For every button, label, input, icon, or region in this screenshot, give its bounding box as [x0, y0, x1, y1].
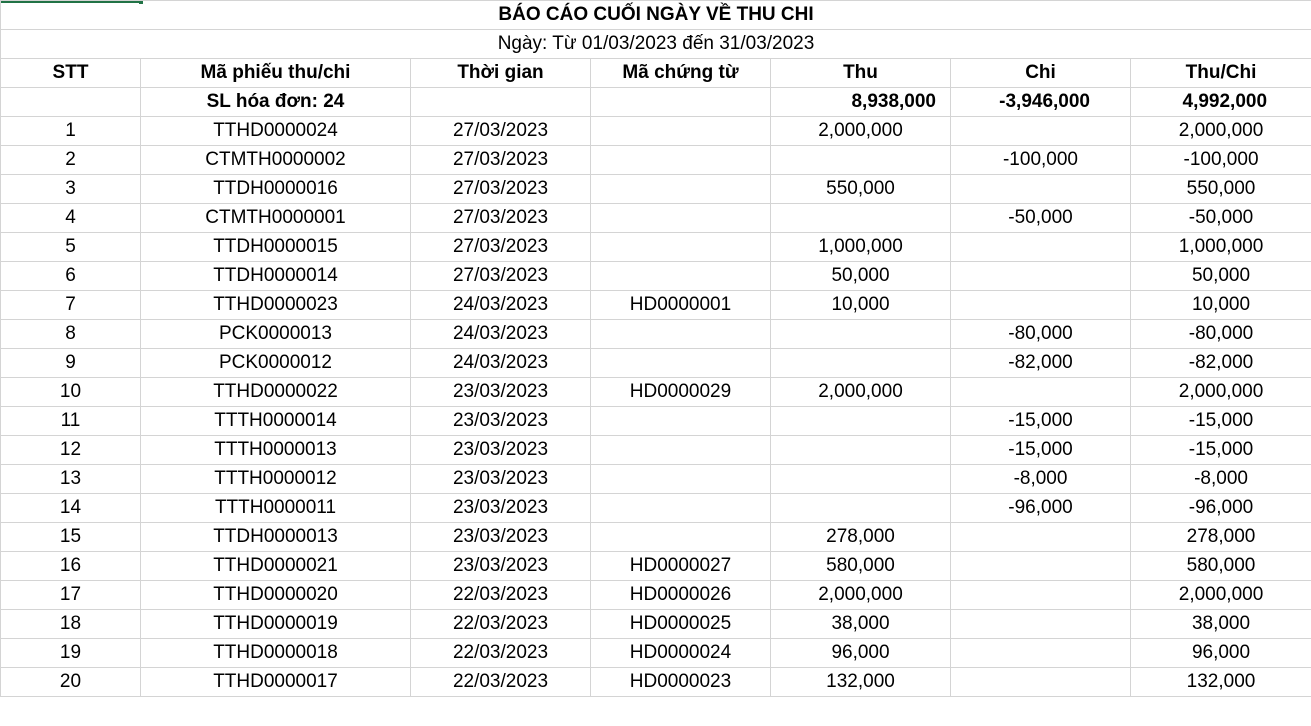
table-row — [1, 117, 1311, 146]
cell-thu-chi[interactable]: 96,000 — [1131, 639, 1311, 668]
table-row — [1, 204, 1311, 233]
cell-ma-phieu[interactable]: PCK0000013 — [141, 320, 411, 349]
cell-ma-chung-tu[interactable]: HD0000027 — [591, 552, 771, 581]
cell-thoi-gian[interactable]: 23/03/2023 — [411, 407, 591, 436]
table-row — [1, 175, 1311, 204]
cell-ma-phieu[interactable]: TTDH0000015 — [141, 233, 411, 262]
cell-ma-phieu[interactable]: PCK0000012 — [141, 349, 411, 378]
cell-thoi-gian[interactable]: 22/03/2023 — [411, 668, 591, 697]
cell-ma-phieu[interactable]: CTMTH0000002 — [141, 146, 411, 175]
table-row — [1, 407, 1311, 436]
cell-chi[interactable] — [951, 610, 1131, 639]
cell-chi[interactable]: -50,000 — [951, 204, 1131, 233]
cell-thu-chi[interactable]: -80,000 — [1131, 320, 1311, 349]
cell-ma-chung-tu[interactable] — [591, 262, 771, 291]
cell-thoi-gian[interactable]: 27/03/2023 — [411, 117, 591, 146]
cell-thoi-gian[interactable]: 22/03/2023 — [411, 610, 591, 639]
cell-stt[interactable]: 9 — [1, 349, 141, 378]
table-row — [1, 465, 1311, 494]
table-row — [1, 436, 1311, 465]
cell-thu[interactable] — [771, 436, 951, 465]
cell-chi[interactable] — [951, 378, 1131, 407]
cell-ma-chung-tu[interactable] — [591, 146, 771, 175]
cell-stt[interactable]: 19 — [1, 639, 141, 668]
cell-thu[interactable]: 38,000 — [771, 610, 951, 639]
cell-thoi-gian[interactable]: 27/03/2023 — [411, 204, 591, 233]
cell-thu[interactable]: 278,000 — [771, 523, 951, 552]
cell-ma-phieu[interactable]: TTHD0000018 — [141, 639, 411, 668]
cell-thu-chi[interactable]: 550,000 — [1131, 175, 1311, 204]
table-row — [1, 378, 1311, 407]
table-row — [1, 668, 1311, 697]
table-row — [1, 610, 1311, 639]
cell-thu-chi[interactable]: 2,000,000 — [1131, 117, 1311, 146]
table-row — [1, 552, 1311, 581]
cell-ma-chung-tu[interactable]: HD0000001 — [591, 291, 771, 320]
cell-ma-phieu[interactable]: TTTH0000012 — [141, 465, 411, 494]
cell-ma-phieu[interactable]: TTDH0000014 — [141, 262, 411, 291]
cell-ma-chung-tu[interactable] — [591, 233, 771, 262]
cell-thu[interactable]: 550,000 — [771, 175, 951, 204]
cell-thoi-gian[interactable]: 27/03/2023 — [411, 175, 591, 204]
cell-stt[interactable]: 14 — [1, 494, 141, 523]
cell-thu[interactable] — [771, 349, 951, 378]
cell-thu-chi[interactable]: 1,000,000 — [1131, 233, 1311, 262]
cell-chi[interactable]: -96,000 — [951, 494, 1131, 523]
cell-thu-chi[interactable]: 132,000 — [1131, 668, 1311, 697]
header-ma-chung-tu[interactable]: Mã chứng từ — [591, 59, 771, 88]
cell-ma-chung-tu[interactable] — [591, 523, 771, 552]
cell-stt[interactable]: 2 — [1, 146, 141, 175]
cell-chi[interactable] — [951, 581, 1131, 610]
cell-thu[interactable] — [771, 494, 951, 523]
cell-chi[interactable] — [951, 262, 1131, 291]
cell-ma-phieu[interactable]: TTHD0000021 — [141, 552, 411, 581]
cell-thu-chi[interactable]: 278,000 — [1131, 523, 1311, 552]
summary-thu[interactable]: 8,938,000 — [771, 88, 951, 117]
cell-stt[interactable]: 16 — [1, 552, 141, 581]
cell-thu[interactable] — [771, 204, 951, 233]
cell-stt[interactable]: 5 — [1, 233, 141, 262]
cell-thu[interactable] — [771, 146, 951, 175]
cell-ma-chung-tu[interactable] — [591, 349, 771, 378]
cell-thu[interactable]: 96,000 — [771, 639, 951, 668]
cell-ma-chung-tu[interactable] — [591, 175, 771, 204]
header-row — [1, 59, 1311, 88]
cell-thu-chi[interactable]: -100,000 — [1131, 146, 1311, 175]
table-row — [1, 262, 1311, 291]
cell-thoi-gian[interactable]: 23/03/2023 — [411, 378, 591, 407]
cell-thoi-gian[interactable]: 27/03/2023 — [411, 233, 591, 262]
table-row — [1, 349, 1311, 378]
cell-chi[interactable] — [951, 523, 1131, 552]
cell-ma-chung-tu[interactable] — [591, 117, 771, 146]
cell-stt[interactable]: 8 — [1, 320, 141, 349]
cell-chi[interactable]: -82,000 — [951, 349, 1131, 378]
cell-ma-chung-tu[interactable] — [591, 204, 771, 233]
cell-thu-chi[interactable]: -8,000 — [1131, 465, 1311, 494]
cell-ma-chung-tu[interactable] — [591, 320, 771, 349]
cell-ma-phieu[interactable]: TTTH0000011 — [141, 494, 411, 523]
cell-ma-phieu[interactable]: TTDH0000016 — [141, 175, 411, 204]
cell-chi[interactable]: -15,000 — [951, 407, 1131, 436]
cell-stt[interactable]: 15 — [1, 523, 141, 552]
cell-thu[interactable]: 2,000,000 — [771, 117, 951, 146]
cell-thu-chi[interactable]: 2,000,000 — [1131, 378, 1311, 407]
cell-thu[interactable]: 1,000,000 — [771, 233, 951, 262]
cell-stt[interactable]: 12 — [1, 436, 141, 465]
cell-thoi-gian[interactable]: 27/03/2023 — [411, 262, 591, 291]
cell-ma-phieu[interactable]: TTHD0000019 — [141, 610, 411, 639]
cell-thu-chi[interactable]: -50,000 — [1131, 204, 1311, 233]
header-thoi-gian[interactable]: Thời gian — [411, 59, 591, 88]
cell-chi[interactable]: -80,000 — [951, 320, 1131, 349]
summary-invoice-count[interactable]: SL hóa đơn: 24 — [141, 88, 411, 117]
cell-chi[interactable] — [951, 552, 1131, 581]
cell-thu-chi[interactable]: 580,000 — [1131, 552, 1311, 581]
table-row — [1, 494, 1311, 523]
cell-stt[interactable]: 1 — [1, 117, 141, 146]
header-chi[interactable]: Chi — [951, 59, 1131, 88]
table-row — [1, 639, 1311, 668]
cell-stt[interactable]: 6 — [1, 262, 141, 291]
header-thu[interactable]: Thu — [771, 59, 951, 88]
cell-ma-chung-tu[interactable] — [591, 465, 771, 494]
cell-ma-chung-tu[interactable] — [591, 494, 771, 523]
cell-thoi-gian[interactable]: 23/03/2023 — [411, 552, 591, 581]
cell-ma-chung-tu[interactable] — [591, 436, 771, 465]
cell-ma-phieu[interactable]: TTHD0000023 — [141, 291, 411, 320]
header-thu-chi[interactable]: Thu/Chi — [1131, 59, 1311, 88]
cell-stt[interactable]: 10 — [1, 378, 141, 407]
cell-chi[interactable] — [951, 233, 1131, 262]
cell-ma-chung-tu[interactable] — [591, 407, 771, 436]
report-date-range[interactable]: Ngày: Từ 01/03/2023 đến 31/03/2023 — [1, 30, 1311, 59]
cell-thoi-gian[interactable]: 23/03/2023 — [411, 494, 591, 523]
table-row — [1, 146, 1311, 175]
header-ma-phieu[interactable]: Mã phiếu thu/chi — [141, 59, 411, 88]
summary-chi[interactable]: -3,946,000 — [951, 88, 1131, 117]
cell-thu-chi[interactable]: -15,000 — [1131, 407, 1311, 436]
cell-thu[interactable]: 580,000 — [771, 552, 951, 581]
table-row — [1, 233, 1311, 262]
summary-thu-chi[interactable]: 4,992,000 — [1131, 88, 1311, 117]
cell-chi[interactable]: -100,000 — [951, 146, 1131, 175]
cell-thu-chi[interactable]: -82,000 — [1131, 349, 1311, 378]
table-row — [1, 581, 1311, 610]
table-row — [1, 523, 1311, 552]
cell-chi[interactable] — [951, 117, 1131, 146]
cell-ma-chung-tu[interactable]: HD0000023 — [591, 668, 771, 697]
cell-stt[interactable]: 7 — [1, 291, 141, 320]
cell-chi[interactable]: -15,000 — [951, 436, 1131, 465]
cell-thu[interactable] — [771, 407, 951, 436]
cell-thoi-gian[interactable]: 23/03/2023 — [411, 436, 591, 465]
cell-stt[interactable]: 17 — [1, 581, 141, 610]
cell-thoi-gian[interactable]: 22/03/2023 — [411, 581, 591, 610]
cell-thu[interactable] — [771, 320, 951, 349]
cell-ma-chung-tu[interactable]: HD0000029 — [591, 378, 771, 407]
cell-thu[interactable]: 50,000 — [771, 262, 951, 291]
cell-thoi-gian[interactable]: 23/03/2023 — [411, 523, 591, 552]
cell-stt[interactable]: 4 — [1, 204, 141, 233]
cell-ma-phieu[interactable]: CTMTH0000001 — [141, 204, 411, 233]
cell-ma-phieu[interactable]: TTHD0000020 — [141, 581, 411, 610]
cell-thu[interactable]: 2,000,000 — [771, 581, 951, 610]
summary-time-cell[interactable] — [411, 88, 591, 117]
summary-doc-cell[interactable] — [591, 88, 771, 117]
header-stt[interactable]: STT — [1, 59, 141, 88]
cell-thu-chi[interactable]: 10,000 — [1131, 291, 1311, 320]
cell-thoi-gian[interactable]: 24/03/2023 — [411, 320, 591, 349]
cell-chi[interactable] — [951, 668, 1131, 697]
cell-ma-phieu[interactable]: TTHD0000024 — [141, 117, 411, 146]
summary-stt-cell[interactable] — [1, 88, 141, 117]
cell-thu-chi[interactable]: 50,000 — [1131, 262, 1311, 291]
report-title[interactable]: BÁO CÁO CUỐI NGÀY VỀ THU CHI — [1, 1, 1311, 30]
cell-ma-phieu[interactable]: TTTH0000014 — [141, 407, 411, 436]
cell-ma-phieu[interactable]: TTDH0000013 — [141, 523, 411, 552]
cell-thu-chi[interactable]: 38,000 — [1131, 610, 1311, 639]
cell-thu[interactable]: 2,000,000 — [771, 378, 951, 407]
cell-thu-chi[interactable]: -96,000 — [1131, 494, 1311, 523]
table-row — [1, 291, 1311, 320]
cell-thoi-gian[interactable]: 22/03/2023 — [411, 639, 591, 668]
cell-thu-chi[interactable]: 2,000,000 — [1131, 581, 1311, 610]
table-row — [1, 320, 1311, 349]
cell-ma-phieu[interactable]: TTTH0000013 — [141, 436, 411, 465]
cell-chi[interactable]: -8,000 — [951, 465, 1131, 494]
cell-thoi-gian[interactable]: 24/03/2023 — [411, 349, 591, 378]
cell-ma-chung-tu[interactable]: HD0000026 — [591, 581, 771, 610]
cell-chi[interactable] — [951, 175, 1131, 204]
cell-ma-chung-tu[interactable]: HD0000024 — [591, 639, 771, 668]
cell-thu-chi[interactable]: -15,000 — [1131, 436, 1311, 465]
cell-chi[interactable] — [951, 291, 1131, 320]
cell-thu[interactable]: 132,000 — [771, 668, 951, 697]
cell-stt[interactable]: 11 — [1, 407, 141, 436]
cell-stt[interactable]: 18 — [1, 610, 141, 639]
cell-ma-phieu[interactable]: TTHD0000022 — [141, 378, 411, 407]
cell-thoi-gian[interactable]: 23/03/2023 — [411, 465, 591, 494]
cell-ma-chung-tu[interactable]: HD0000025 — [591, 610, 771, 639]
cell-stt[interactable]: 20 — [1, 668, 141, 697]
cell-thoi-gian[interactable]: 27/03/2023 — [411, 146, 591, 175]
cell-thu[interactable]: 10,000 — [771, 291, 951, 320]
cell-ma-phieu[interactable]: TTHD0000017 — [141, 668, 411, 697]
cell-stt[interactable]: 3 — [1, 175, 141, 204]
cell-chi[interactable] — [951, 639, 1131, 668]
cell-thu[interactable] — [771, 465, 951, 494]
summary-row — [1, 88, 1311, 117]
cell-thoi-gian[interactable]: 24/03/2023 — [411, 291, 591, 320]
cell-stt[interactable]: 13 — [1, 465, 141, 494]
